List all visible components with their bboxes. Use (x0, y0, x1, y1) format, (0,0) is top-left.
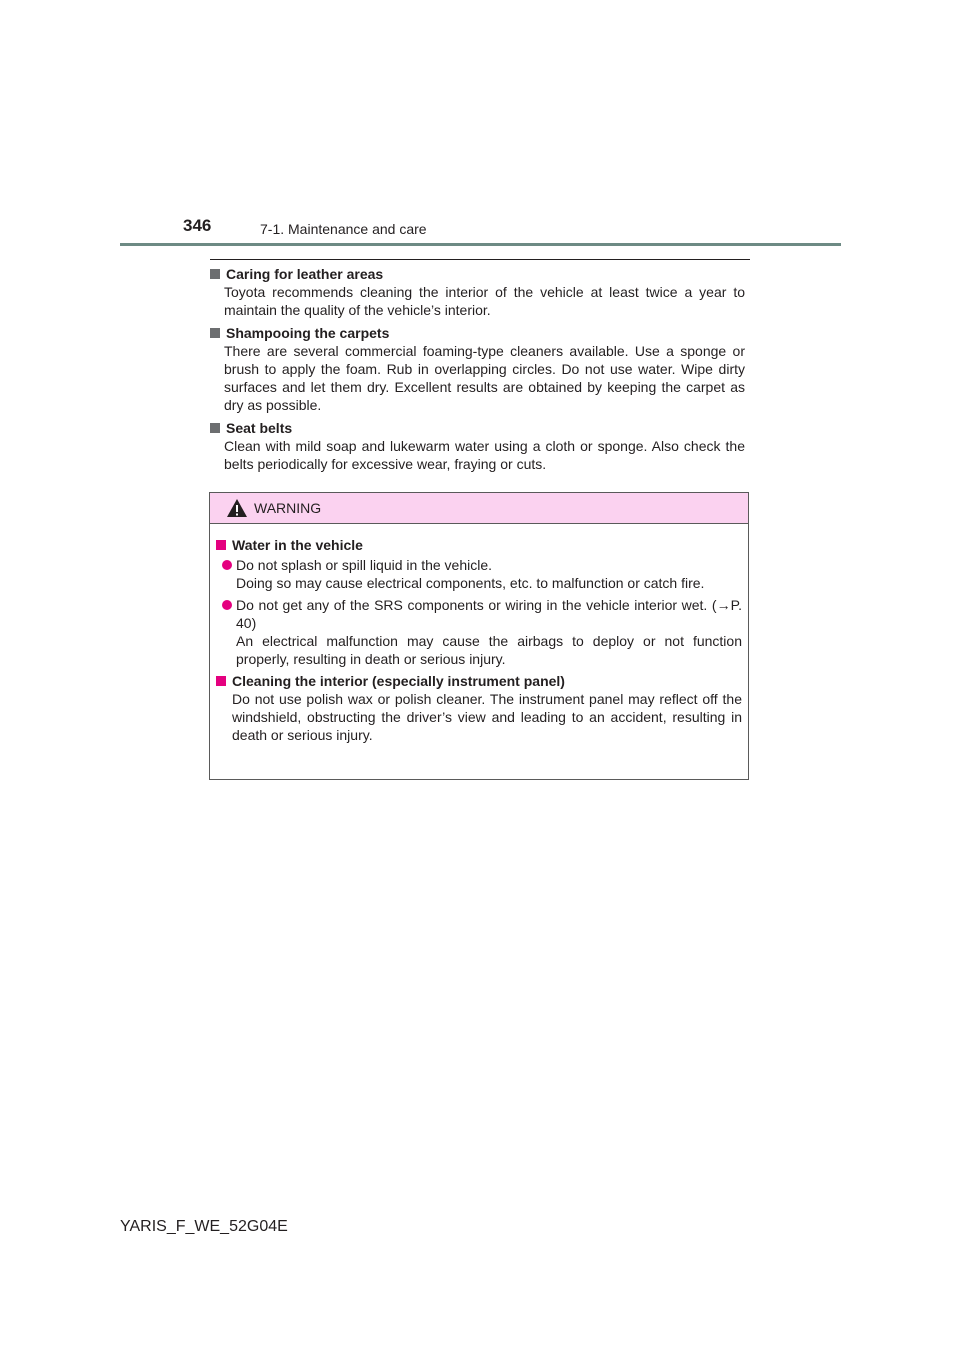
item-title: Seat belts (226, 420, 293, 436)
section-title: 7-1. Maintenance and care (260, 221, 427, 237)
item-seat-belts (210, 419, 750, 473)
item-leather (210, 265, 750, 319)
item-carpets (210, 324, 750, 414)
item-title: Shampooing the carpets (226, 325, 390, 341)
warning-section-title: Cleaning the interior (especially instrument panel) (232, 673, 565, 689)
warning-box (209, 492, 749, 780)
main-content (210, 265, 750, 478)
header-rule (120, 243, 841, 246)
circle-bullet-icon (222, 560, 232, 570)
item-body: Toyota recommends cleaning the interior of the vehicle at least twice a year to maintain the quality of the vehicle’s interior. (224, 284, 745, 318)
warning-section-title-row (216, 536, 742, 554)
warning-section-title: Water in the vehicle (232, 537, 363, 553)
square-bullet-icon (210, 328, 220, 338)
item-body: There are several commercial foaming-type cleaners available. Use a sponge or brush to apply the foam. Rub in overlapping circles. Do not use water. Wipe dirty surfaces and let them dry. Excellent results are obtained by keeping the carpet as dry as possible. (224, 343, 745, 413)
bullet-line: Do not get any of the SRS components or wiring in the vehicle interior wet. (→P. 40) (236, 597, 742, 631)
warning-triangle-icon (226, 498, 248, 518)
warning-section-body: Do not use polish wax or polish cleaner. The instrument panel may reflect off the windshield, obstructing the driver’s view and leading to an accident, resulting in death or serious injury. (232, 691, 742, 743)
item-body: Clean with mild soap and lukewarm water using a cloth or sponge. Also check the belts periodically for excessive wear, fraying or cuts. (224, 438, 745, 472)
content-rule (210, 259, 750, 260)
square-bullet-icon (216, 676, 226, 686)
warning-bullet (216, 556, 742, 592)
warning-bullet (216, 596, 742, 668)
item-title-row (210, 265, 750, 283)
warning-bullet-text (236, 556, 742, 592)
bullet-line: Doing so may cause electrical components, etc. to malfunction or catch fire. (236, 575, 705, 591)
warning-section-water (216, 536, 742, 668)
square-bullet-icon (210, 423, 220, 433)
square-bullet-icon (216, 540, 226, 550)
item-title: Caring for leather areas (226, 266, 384, 282)
warning-body (210, 524, 748, 744)
item-title-row (210, 419, 750, 437)
footer-code: YARIS_F_WE_52G04E (120, 1218, 288, 1235)
bullet-line: Do not splash or spill liquid in the vehicle. (236, 557, 493, 573)
circle-bullet-icon (222, 600, 232, 610)
item-title-row (210, 324, 750, 342)
warning-section-interior (216, 672, 742, 744)
warning-bullet-text (236, 596, 742, 668)
warning-header (210, 493, 748, 524)
bullet-line: An electrical malfunction may cause the airbags to deploy or not function properly, resulting in death or serious injury. (236, 633, 742, 667)
warning-label: WARNING (254, 500, 322, 516)
warning-section-title-row (216, 672, 742, 690)
page-number: 346 (183, 216, 212, 235)
square-bullet-icon (210, 269, 220, 279)
